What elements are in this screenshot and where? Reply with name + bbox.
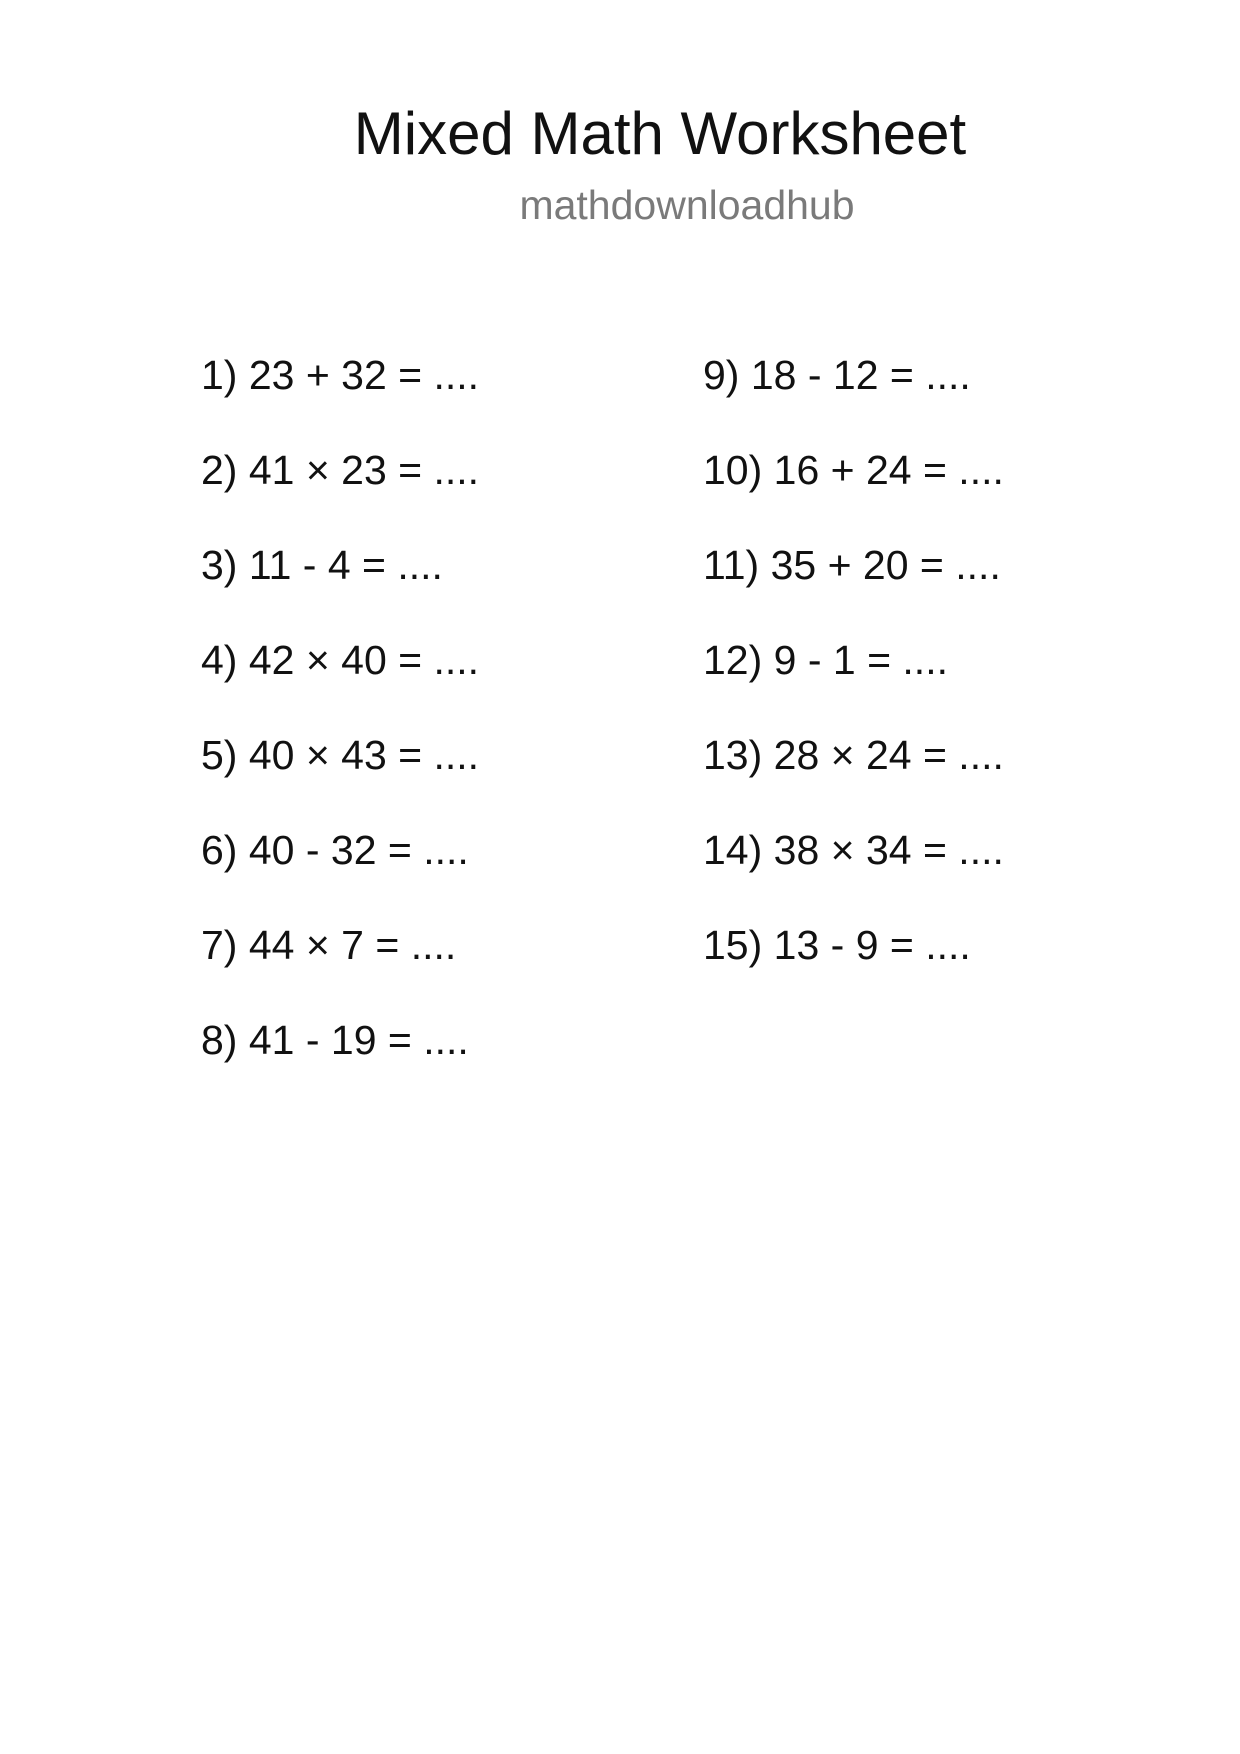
problem-9: 9) 18 - 12 = .... — [703, 352, 971, 398]
problem-4: 4) 42 × 40 = .... — [201, 637, 480, 683]
problem-13: 13) 28 × 24 = .... — [703, 732, 1004, 778]
problems-column-right — [703, 350, 1004, 1015]
problem-2: 2) 41 × 23 = .... — [201, 447, 480, 493]
problem-10: 10) 16 + 24 = .... — [703, 447, 1004, 493]
problem-7: 7) 44 × 7 = .... — [201, 922, 457, 968]
problem-1: 1) 23 + 32 = .... — [201, 352, 480, 398]
page-title: Mixed Math Worksheet — [353, 100, 967, 167]
problem-11: 11) 35 + 20 = .... — [703, 542, 1001, 588]
problem-12: 12) 9 - 1 = .... — [703, 637, 948, 683]
problem-15: 15) 13 - 9 = .... — [703, 922, 971, 968]
problem-3: 3) 11 - 4 = .... — [201, 542, 443, 588]
problem-6: 6) 40 - 32 = .... — [201, 827, 469, 873]
problem-14: 14) 38 × 34 = .... — [703, 827, 1004, 873]
problems-column-left — [201, 350, 479, 1110]
problem-8: 8) 41 - 19 = .... — [201, 1017, 469, 1063]
page-subtitle: mathdownloadhub — [519, 182, 855, 228]
problem-5: 5) 40 × 43 = .... — [201, 732, 480, 778]
